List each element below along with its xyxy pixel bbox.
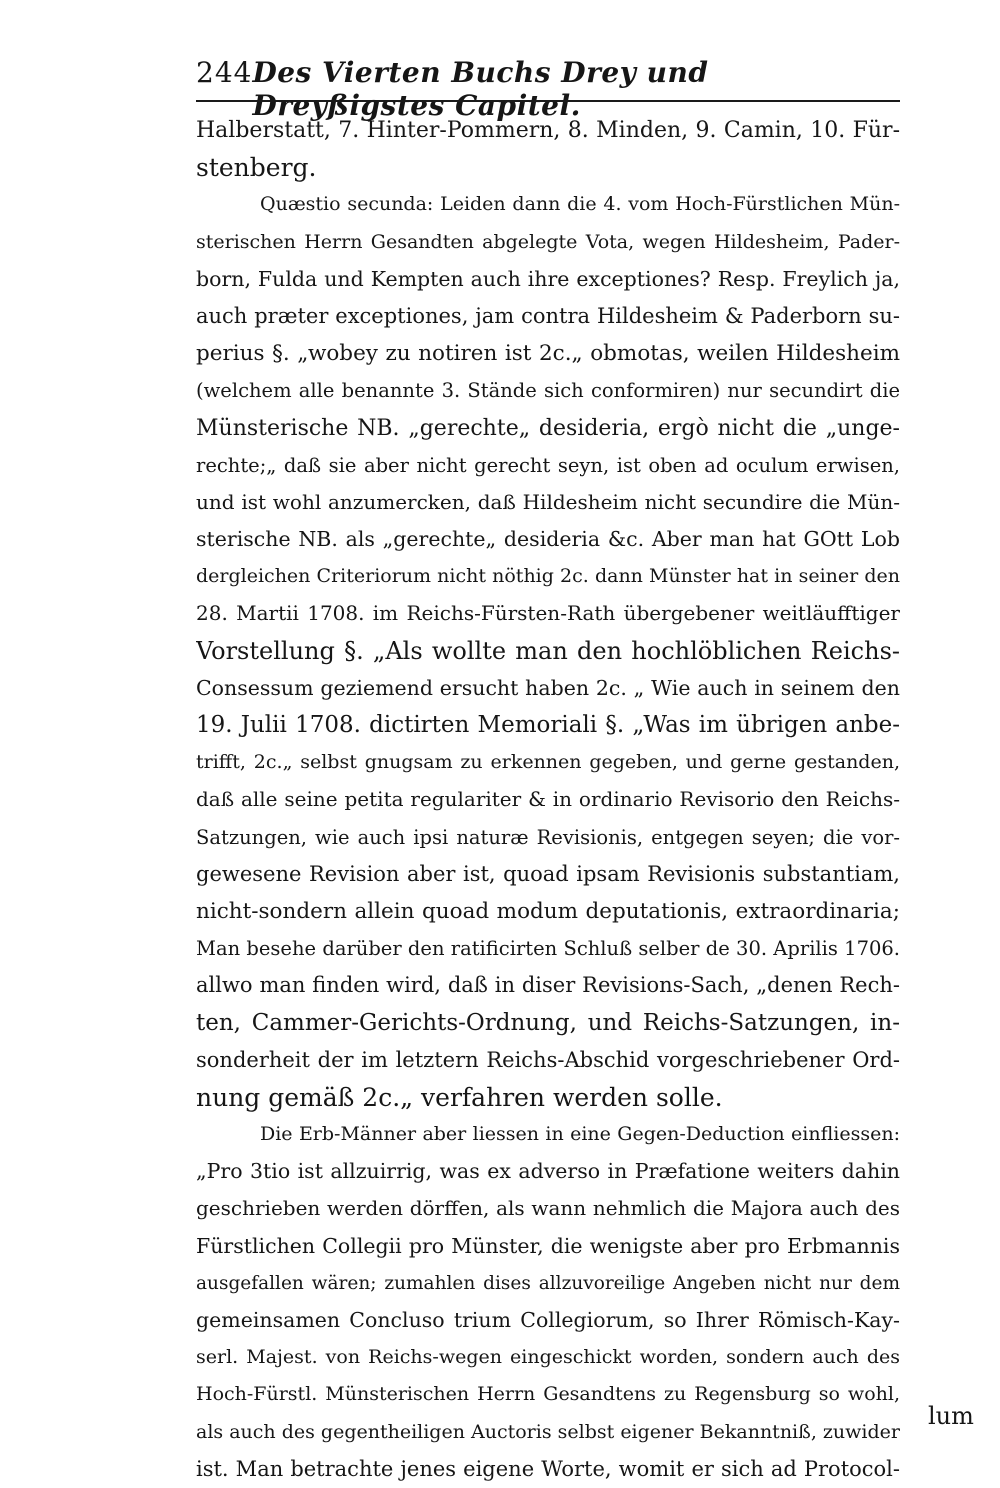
text-line: sterische NB. als „gerechte„ desideria &c. Aber man hat GOtt Lob [196, 527, 900, 552]
text-line: sterischen Herrn Gesandten abgelegte Vota, wegen Hildesheim, Pader- [196, 230, 900, 253]
text-line: 19. Julii 1708. dictirten Memoriali §. „Was im übrigen anbe- [196, 712, 900, 738]
text-line: born, Fulda und Kempten auch ihre exceptiones? Resp. Freylich ja, [196, 266, 900, 291]
text-line: ten, Cammer-Gerichts-Ordnung, und Reichs-Satzungen, in- [196, 1009, 900, 1036]
text-line: gewesene Revision aber ist, quoad ipsam Revisionis substantiam, [196, 861, 900, 886]
text-line: Vorstellung §. „Als wollte man den hochlöblichen Reichs- [196, 636, 900, 665]
text-line: Halberstatt, 7. Hinter-Pommern, 8. Minden, 9. Camin, 10. Für- [196, 118, 900, 143]
page-header [196, 56, 896, 122]
text-line: Münsterische NB. „gerechte„ desideria, ergò nicht die „unge- [196, 415, 900, 441]
text-line: geschrieben werden dörffen, als wann nehmlich die Majora auch des [196, 1196, 900, 1221]
text-line: allwo man finden wird, daß in diser Revisions-Sach, „denen Rech- [196, 973, 900, 998]
text-line: Hoch-Fürstl. Münsterischen Herrn Gesandtens zu Regensburg so wohl, [196, 1383, 900, 1406]
catchword: lum [928, 1402, 974, 1430]
text-line: serl. Majest. von Reichs-wegen eingeschickt worden, sondern auch des [196, 1346, 900, 1369]
text-line: 28. Martii 1708. im Reichs-Fürsten-Rath übergebener weitläufftiger [196, 601, 900, 626]
text-line: Quæstio secunda: Leiden dann die 4. vom Hoch-Fürstlichen Mün- [260, 193, 900, 216]
text-line: gemeinsamen Concluso trium Collegiorum, so Ihrer Römisch-Kay- [196, 1308, 900, 1332]
text-line: trifft, 2c.„ selbst gnugsam zu erkennen gegeben, und gerne gestanden, [196, 751, 900, 774]
page-number: 244 [196, 56, 253, 89]
running-head: Des Vierten Buchs Drey und Dreyßigstes Capitel. [252, 56, 709, 122]
text-line: auch præter exceptiones, jam contra Hildesheim & Paderborn su- [196, 303, 900, 328]
text-line: Fürstlichen Collegii pro Münster, die wenigste aber pro Erbmannis [196, 1233, 900, 1258]
text-line: und ist wohl anzumercken, daß Hildesheim nicht secundire die Mün- [196, 489, 900, 514]
text-line: als auch des gegentheiligen Auctoris selbst eigener Bekanntniß, zuwider [196, 1420, 900, 1443]
text-line: perius §. „wobey zu notiren ist 2c.„ obmotas, weilen Hildesheim [196, 341, 900, 367]
text-line: Consessum geziemend ersucht haben 2c. „ Wie auch in seinem den [196, 675, 900, 700]
text-line: daß alle seine petita regulariter & in ordinario Revisorio den Reichs- [196, 787, 900, 812]
body-text [196, 112, 900, 1488]
header-rule [196, 100, 900, 102]
text-line: nung gemäß 2c.„ verfahren werden solle. [196, 1082, 723, 1112]
text-line: dergleichen Criteriorum nicht nöthig 2c. dann Münster hat in seiner den [196, 565, 900, 588]
text-line: Man besehe darüber den ratificirten Schluß selber de 30. Aprilis 1706. [196, 937, 900, 961]
text-line: stenberg. [196, 153, 317, 183]
text-line: Die Erb-Männer aber liessen in eine Gegen-Deduction einfliessen: [260, 1123, 900, 1146]
text-line: (welchem alle benannte 3. Stände sich conformiren) nur secundirt die [196, 379, 900, 403]
text-line: „Pro 3tio ist allzuirrig, was ex adverso in Præfatione weiters dahin [196, 1159, 900, 1184]
text-line: nicht-sondern allein quoad modum deputationis, extraordinaria; [196, 898, 900, 924]
text-line: ausgefallen wären; zumahlen dises allzuvoreilige Angeben nicht nur dem [196, 1272, 900, 1294]
text-line: ist. Man betrachte jenes eigene Worte, womit er sich ad Protocol- [196, 1456, 900, 1481]
text-line: sonderheit der im letztern Reichs-Abschid vorgeschriebener Ord- [196, 1047, 900, 1072]
text-line: rechte;„ daß sie aber nicht gerecht seyn, ist oben ad oculum erwisen, [196, 453, 900, 477]
text-line: Satzungen, wie auch ipsi naturæ Revisionis, entgegen seyen; die vor- [196, 825, 900, 849]
